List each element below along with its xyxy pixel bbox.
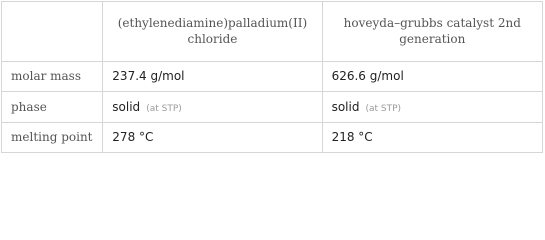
header-compound-1: (ethylenediamine)palladium(II) chloride xyxy=(103,2,322,62)
value: solid xyxy=(331,99,360,114)
condition-note: (at STP) xyxy=(365,103,402,114)
table-row-phase xyxy=(2,92,543,122)
row-label-melting-point: melting point xyxy=(2,122,103,152)
value: 218 °C xyxy=(331,130,373,145)
value: 237.4 g/mol xyxy=(112,69,185,84)
cell-melting-point-compound-2 xyxy=(322,122,542,152)
row-label-molar-mass: molar mass xyxy=(2,61,103,91)
comparison-table xyxy=(1,1,543,153)
header-row xyxy=(2,2,543,62)
cell-molar-mass-compound-1 xyxy=(103,61,322,91)
header-corner-cell xyxy=(2,2,103,62)
value: 278 °C xyxy=(112,130,154,145)
table-row-melting-point xyxy=(2,122,543,152)
table-row-molar-mass xyxy=(2,61,543,91)
cell-phase-compound-1 xyxy=(103,92,322,122)
value: 626.6 g/mol xyxy=(331,69,404,84)
cell-melting-point-compound-1 xyxy=(103,122,322,152)
value: solid xyxy=(112,99,141,114)
cell-phase-compound-2 xyxy=(322,92,542,122)
row-label-phase: phase xyxy=(2,92,103,122)
condition-note: (at STP) xyxy=(146,103,182,114)
cell-molar-mass-compound-2 xyxy=(322,61,542,91)
header-compound-2: hoveyda–grubbs catalyst 2nd generation xyxy=(322,2,542,62)
